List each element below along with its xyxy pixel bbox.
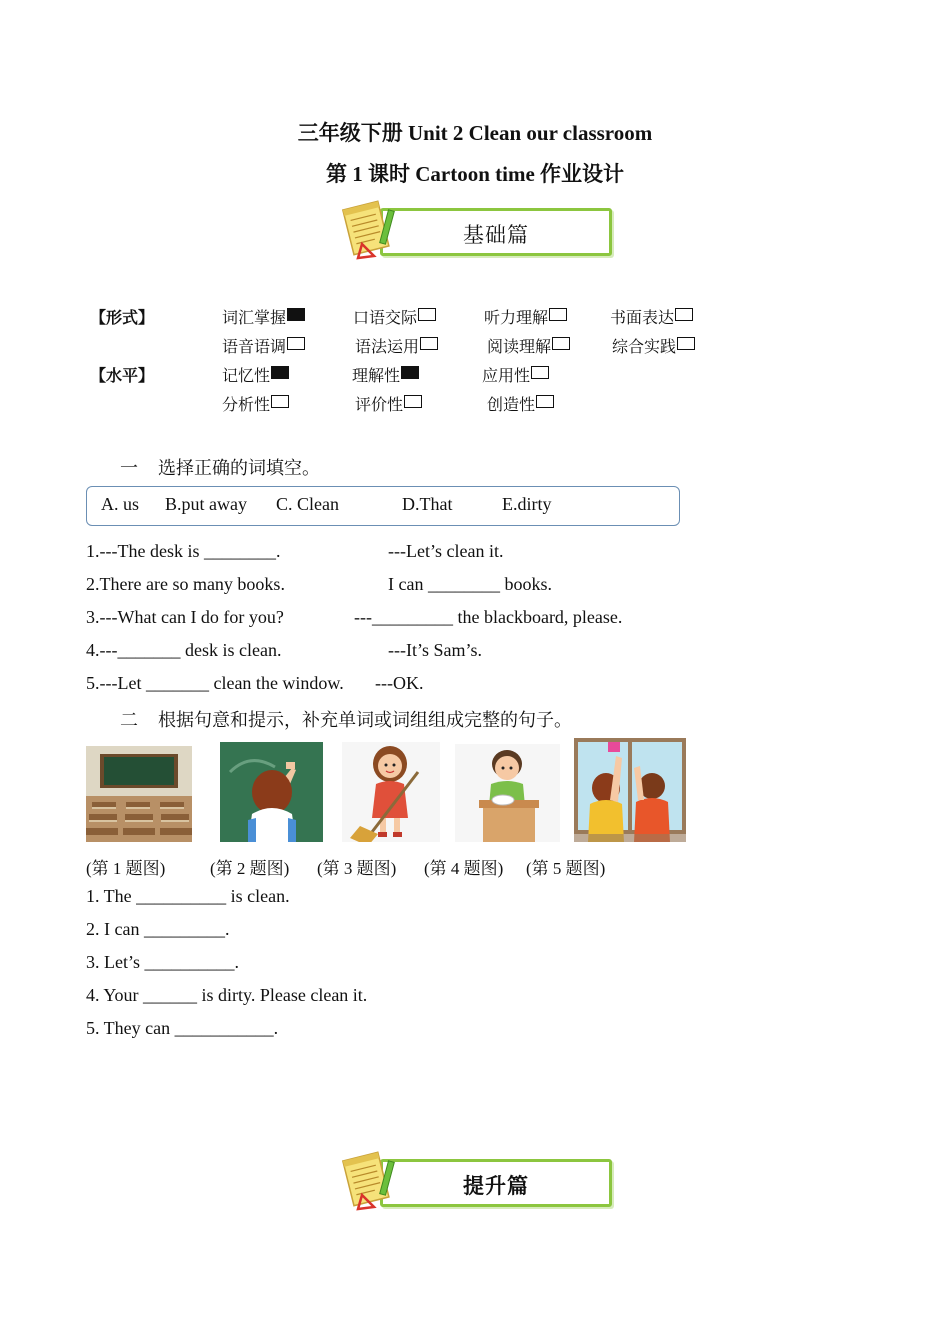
question-right: I can ________ books. — [388, 574, 552, 594]
checkbox-empty-icon — [549, 308, 567, 321]
picture-caption: (第 1 题图) — [86, 859, 166, 878]
level-item: 创造性 — [487, 392, 554, 415]
level-item: 记忆性 — [222, 363, 289, 386]
level-item: 理解性 — [352, 363, 419, 386]
fill-question: 1. The __________ is clean. — [86, 886, 290, 906]
checkbox-empty-icon — [531, 366, 549, 379]
checkbox-empty-icon — [271, 395, 289, 408]
level-item: 评价性 — [355, 392, 422, 415]
banner-advanced-label: 提升篇 — [463, 1174, 529, 1198]
picture-caption: (第 4 题图) — [424, 859, 504, 878]
banner-basic-label: 基础篇 — [463, 223, 529, 247]
question-right: ---_________ the blackboard, please. — [354, 607, 623, 627]
form-item: 词汇掌握 — [222, 305, 305, 328]
form-item: 口语交际 — [353, 305, 436, 328]
form-item: 书面表达 — [610, 305, 693, 328]
option-a: A. us — [101, 494, 140, 514]
question-left: 2.There are so many books. — [86, 574, 285, 594]
checkbox-empty-icon — [418, 308, 436, 321]
level-item: 分析性 — [222, 392, 289, 415]
question-left: 3.---What can I do for you? — [86, 607, 284, 627]
boy-cleaning-desk-picture — [455, 744, 560, 842]
picture-caption: (第 2 题图) — [210, 859, 290, 878]
checkbox-checked-icon — [287, 308, 305, 321]
checkbox-empty-icon — [536, 395, 554, 408]
question-left: 1.---The desk is ________. — [86, 541, 281, 561]
picture-caption: (第 3 题图) — [317, 859, 397, 878]
question-left: 5.---Let _______ clean the window. — [86, 673, 344, 693]
classroom-picture — [86, 746, 192, 842]
girl-cleaning-blackboard-picture — [220, 742, 323, 842]
checkbox-empty-icon — [420, 337, 438, 350]
form-item: 听力理解 — [484, 305, 567, 328]
level-item: 应用性 — [482, 363, 549, 386]
option-b: B.put away — [165, 494, 247, 514]
fill-question: 3. Let’s __________. — [86, 952, 239, 972]
option-d: D.That — [402, 494, 453, 514]
checkbox-empty-icon — [552, 337, 570, 350]
question-right: ---OK. — [375, 673, 424, 693]
banner-basic — [340, 198, 610, 260]
option-e: E.dirty — [502, 494, 552, 514]
section1-title: 选择正确的词填空。 — [158, 458, 320, 478]
checkbox-empty-icon — [677, 337, 695, 350]
section2-title: 根据句意和提示，补充单词或词组组成完整的句子。 — [158, 710, 572, 730]
page-subtitle: 第 1 课时 Cartoon time 作业设计 — [325, 162, 625, 186]
kids-cleaning-window-picture — [574, 738, 686, 842]
fill-question: 5. They can ___________. — [86, 1018, 279, 1038]
checkbox-empty-icon — [287, 337, 305, 350]
level-label: 【水平】 — [90, 368, 155, 385]
page-title: 三年级下册 Unit 2 Clean our classroom — [297, 121, 653, 145]
checkbox-empty-icon — [675, 308, 693, 321]
question-left: 4.---_______ desk is clean. — [86, 640, 282, 660]
form-item: 语音语调 — [222, 334, 305, 357]
form-label: 【形式】 — [90, 310, 155, 327]
form-item: 综合实践 — [612, 334, 695, 357]
girl-sweeping-picture — [342, 742, 440, 842]
option-c: C. Clean — [276, 494, 339, 514]
notepad-pencil-icon — [340, 198, 402, 260]
section2-number: 二 — [120, 710, 138, 730]
form-item: 阅读理解 — [487, 334, 570, 357]
question-right: ---It’s Sam’s. — [388, 640, 482, 660]
question-right: ---Let’s clean it. — [388, 541, 504, 561]
picture-caption: (第 5 题图) — [526, 859, 606, 878]
fill-question: 2. I can _________. — [86, 919, 230, 939]
checkbox-checked-icon — [401, 366, 419, 379]
notepad-pencil-icon — [340, 1149, 402, 1211]
checkbox-checked-icon — [271, 366, 289, 379]
banner-advanced — [340, 1149, 610, 1211]
fill-question: 4. Your ______ is dirty. Please clean it. — [86, 985, 368, 1005]
checkbox-empty-icon — [404, 395, 422, 408]
form-item: 语法运用 — [355, 334, 438, 357]
section1-number: 一 — [120, 458, 138, 478]
